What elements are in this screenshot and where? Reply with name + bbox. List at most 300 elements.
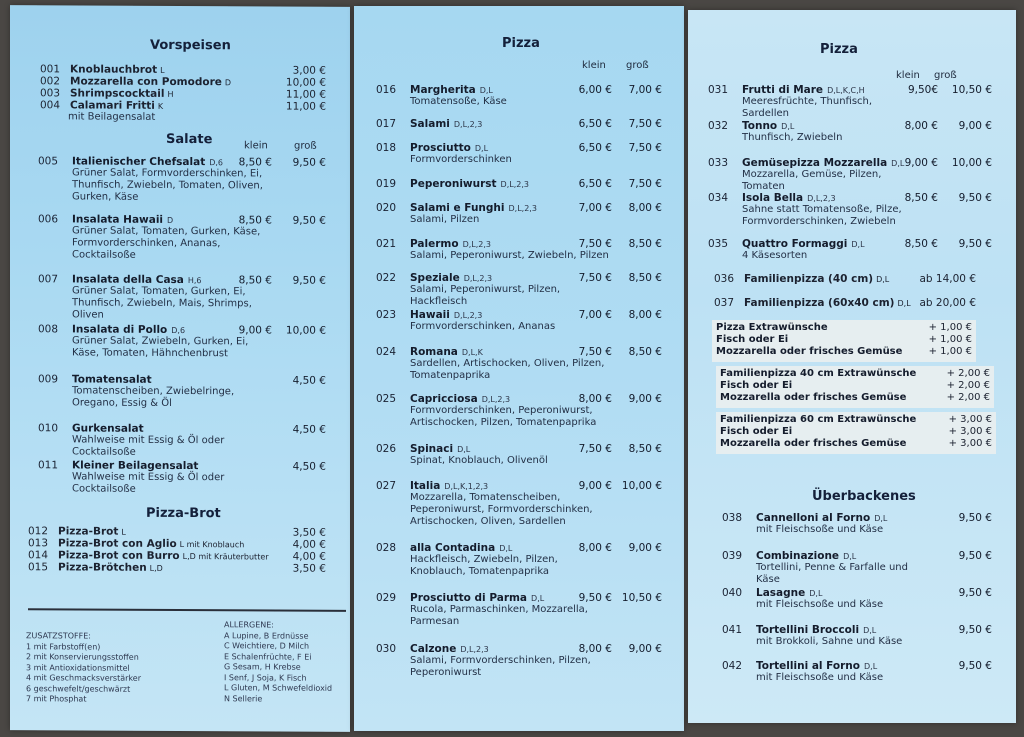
additive-line: 7 mit Phosphat (26, 694, 87, 704)
price-gross: 9,00 € (628, 542, 662, 554)
header-klein: klein (582, 60, 606, 71)
item-description: Spinat, Knoblauch, Olivenöl (410, 455, 548, 466)
additive-line: 6 geschwefelt/geschwärzt (26, 683, 131, 694)
item-description: Grüner Salat, Tomaten, Gurken, Käse, Formvorderschinken, Ananas, Cocktailsoße (72, 225, 261, 261)
item-number: 004 (40, 99, 61, 112)
allergen-codes: D,L (474, 144, 489, 153)
menu-item (376, 202, 664, 225)
item-description: Tomatensoße, Käse (410, 96, 507, 107)
item-number: 009 (38, 373, 59, 386)
item-name: alla Contadina D,L (410, 542, 513, 554)
menu-item (708, 192, 998, 227)
menu-item (376, 118, 664, 132)
divider (28, 608, 346, 612)
allergen-line: E Schalenfrüchte, F Ei (224, 651, 312, 662)
price-gross: 7,50 € (628, 178, 662, 190)
menu-item (38, 373, 328, 409)
menu-panel-left (10, 5, 350, 732)
section-title-pizza-2: Pizza (820, 42, 858, 57)
allergen-codes: D,6 (171, 325, 186, 336)
menu-item (376, 309, 664, 332)
section-title-ueberbackenes: Überbackenes (812, 489, 916, 504)
menu-item (376, 393, 664, 428)
item-price: 4,00 € (292, 538, 326, 551)
item-price: 10,00 € (285, 76, 326, 89)
item-name: Combinazione D,L (756, 550, 857, 562)
price-klein: 8,00 € (578, 643, 612, 655)
item-description: Formvorderschinken (410, 154, 512, 165)
extra-price: + 1,00 € (928, 334, 972, 345)
allergen-codes: D,L,2,3 (463, 274, 493, 283)
item-number: 017 (376, 118, 397, 130)
item-number: 006 (38, 213, 59, 226)
item-number: 031 (708, 84, 729, 96)
item-number: 035 (708, 238, 729, 250)
item-number: 026 (376, 443, 397, 455)
item-name: Pizza-Brot con Burro (58, 549, 180, 562)
price-gross: 10,00 € (285, 324, 326, 337)
item-number: 008 (38, 323, 59, 336)
item-number: 025 (376, 393, 397, 405)
allergene-title: ALLERGENE: (224, 620, 274, 630)
item-description: Thunfisch, Zwiebeln (742, 132, 843, 143)
price-gross: 4,50 € (292, 460, 326, 473)
item-price: 11,00 € (285, 88, 326, 101)
price-klein: 9,50€ (907, 84, 938, 96)
item-price: 3,50 € (292, 526, 326, 539)
allergen-codes: D,L,K,1,2,3 (444, 482, 489, 491)
item-name: Capricciosa D,L,2,3 (410, 393, 511, 405)
item-name: Prosciutto D,L (410, 142, 489, 154)
price-klein: 8,50 € (904, 192, 938, 204)
allergen-codes: D,L,K (461, 348, 483, 357)
allergen-codes: H (167, 89, 174, 99)
price-klein: 7,50 € (578, 346, 612, 358)
item-number: 013 (28, 537, 49, 550)
price-gross: 8,50 € (628, 443, 662, 455)
item-name: Insalata di Pollo D,6 (72, 323, 186, 336)
header-gross: groß (626, 60, 649, 71)
item-number: 015 (28, 561, 49, 574)
menu-item (376, 480, 664, 527)
item-number: 001 (40, 63, 61, 76)
extra-price: + 1,00 € (928, 346, 972, 357)
price-klein: 7,00 € (578, 202, 612, 214)
item-name: Gurkensalat (72, 422, 144, 435)
item-name: Margherita D,L (410, 84, 493, 96)
menu-item (376, 84, 664, 107)
allergen-line: L Gluten, M Schwefeldioxid (224, 683, 333, 693)
menu-item (708, 238, 998, 261)
extra-label: Mozzarella oder frisches Gemüse (716, 346, 903, 357)
item-name: Romana D,L,K (410, 346, 483, 358)
item-description: Wahlweise mit Essig & Öl oder Cocktailsoße (72, 471, 225, 495)
item-price: 11,00 € (285, 100, 326, 113)
item-number: 014 (28, 549, 49, 562)
section-title-salate: Salate (166, 131, 213, 148)
allergen-codes: D,6 (209, 158, 224, 168)
item-price: 9,50 € (958, 660, 992, 672)
item-description: mit Fleischsoße und Käse (756, 599, 884, 610)
item-description: Sardellen, Artischocken, Oliven, Pilzen, Tomatenpaprika (410, 358, 605, 381)
item-number: 007 (38, 273, 59, 286)
menu-item (722, 512, 994, 535)
price-klein: 9,50 € (578, 592, 612, 604)
item-number: 038 (722, 512, 743, 524)
allergen-codes: D,L (874, 514, 888, 523)
item-name: Tortellini al Forno D,L (756, 660, 878, 672)
item-description: Salami, Formvorderschinken, Pilzen, Peperoniwurst (410, 655, 591, 678)
menu-item (38, 459, 328, 495)
item-number: 037 (714, 297, 735, 309)
allergen-codes: L mit Knoblauch (179, 539, 245, 550)
header-klein: klein (896, 70, 920, 81)
item-name: Kleiner Beilagensalat (72, 459, 199, 473)
price-klein: 9,00 € (904, 157, 938, 169)
item-description: Salami, Pilzen (410, 214, 480, 225)
item-number: 030 (376, 643, 397, 655)
extra-label: Fisch oder Ei (716, 334, 789, 345)
menu-item (376, 238, 664, 261)
allergen-codes: D,L (457, 445, 471, 454)
price-gross: 10,50 € (621, 592, 662, 604)
price-gross: 7,00 € (628, 84, 662, 96)
menu-item (722, 624, 994, 647)
item-number: 041 (722, 624, 743, 636)
allergen-codes: D (224, 78, 232, 88)
item-price: ab 20,00 € (919, 297, 976, 309)
item-name: Frutti di Mare D,L,K,C,H (742, 84, 865, 96)
extra-price: + 3,00 € (948, 414, 992, 425)
item-name: Calzone D,L,2,3 (410, 643, 489, 655)
item-name: Palermo D,L,2,3 (410, 238, 491, 250)
allergen-line: G Sesam, H Krebse (224, 662, 301, 672)
item-price: 4,00 € (292, 550, 326, 563)
item-name: Isola Bella D,L,2,3 (742, 192, 836, 204)
allergen-codes: D,L,2,3 (481, 395, 511, 404)
item-name: Insalata della Casa H,6 (72, 273, 202, 287)
item-description: Tortellini, Penne & Farfalle und Käse (756, 562, 908, 585)
allergen-line: I Senf, J Soja, K Fisch (224, 672, 307, 683)
allergen-codes: D,L (851, 240, 865, 249)
extra-label: Mozzarella oder frisches Gemüse (720, 392, 907, 403)
item-name: Insalata Hawaii D (72, 213, 174, 226)
price-gross: 8,50 € (628, 272, 662, 284)
item-number: 040 (722, 587, 743, 599)
menu-item (708, 157, 998, 192)
item-description: mit Brokkoli, Sahne und Käse (756, 636, 903, 647)
allergen-codes: D,L (479, 86, 493, 95)
item-number: 023 (376, 309, 397, 321)
allergen-codes: L (160, 65, 165, 75)
menu-item (376, 592, 664, 627)
price-klein: 7,50 € (578, 272, 612, 284)
allergen-codes: D,L (499, 544, 513, 553)
item-price: 9,50 € (958, 624, 992, 636)
allergen-codes: D,L (843, 552, 857, 561)
item-number: 042 (722, 660, 743, 672)
menu-item (376, 272, 664, 307)
allergen-codes: D,L,2,3 (460, 645, 489, 654)
price-gross: 4,50 € (292, 423, 326, 436)
item-number: 022 (376, 272, 397, 284)
price-klein: 8,50 € (238, 214, 272, 227)
allergen-codes: D (167, 215, 174, 225)
extra-price: + 3,00 € (948, 426, 992, 437)
allergen-codes: L (121, 527, 126, 537)
item-price: 9,50 € (958, 550, 992, 562)
extra-label: Pizza Extrawünsche (716, 322, 828, 333)
item-name: Tonno D,L (742, 120, 795, 132)
item-number: 034 (708, 192, 729, 204)
item-number: 002 (40, 75, 61, 88)
price-klein: 9,00 € (578, 480, 612, 492)
item-price: 9,50 € (958, 587, 992, 599)
price-gross: 9,50 € (292, 274, 326, 287)
item-description: Sahne statt Tomatensoße, Pilze, Formvorderschinken, Zwiebeln (742, 204, 902, 227)
price-klein: 6,50 € (578, 142, 612, 154)
item-name: Quattro Formaggi D,L (742, 238, 865, 250)
item-name: Gemüsepizza Mozzarella D,L (742, 157, 905, 169)
price-klein: 8,50 € (238, 274, 272, 287)
item-price: ab 14,00 € (919, 273, 976, 285)
additive-line: 1 mit Farbstoff(en) (26, 641, 101, 652)
menu-item (38, 422, 328, 458)
allergen-codes: D,L,K,C,H (827, 86, 865, 95)
allergen-codes: D,L,2,3 (508, 204, 537, 213)
section-title-pizzabrot: Pizza-Brot (146, 505, 221, 522)
item-name: Shrimpscocktail (70, 87, 165, 100)
item-description: Mozzarella, Gemüse, Pilzen, Tomaten (742, 169, 882, 192)
item-description: Wahlweise mit Essig & Öl oder Cocktailsoße (72, 434, 225, 458)
allergen-codes: D,L,2,3 (453, 311, 483, 320)
item-name: Cannelloni al Forno D,L (756, 512, 888, 524)
item-number: 039 (722, 550, 743, 562)
item-name: Pizza-Brot con Aglio (58, 537, 177, 550)
item-number: 028 (376, 542, 397, 554)
item-description: mit Fleischsoße und Käse (756, 524, 884, 535)
item-description: mit Beilagensalat (68, 111, 156, 123)
item-number: 010 (38, 422, 59, 435)
menu-item (714, 273, 976, 287)
allergen-codes: D,L (531, 594, 545, 603)
price-klein: 8,00 € (904, 120, 938, 132)
item-name: Lasagne D,L (756, 587, 823, 599)
item-name: Pizza-Brot (58, 525, 119, 538)
allergen-codes: D,L,2,3 (453, 120, 483, 129)
allergen-codes: L,D (149, 563, 163, 573)
menu-item (38, 323, 328, 360)
item-description: Tomatenscheiben, Zwiebelringe, Oregano, Essig & Öl (72, 385, 235, 409)
zusatzstoffe-title: ZUSATZSTOFFE: (26, 631, 91, 641)
item-description: 4 Käsesorten (742, 250, 808, 261)
menu-item (28, 561, 326, 576)
item-description: Salami, Peperoniwurst, Zwiebeln, Pilzen (410, 250, 609, 261)
item-name: Speziale D,L,2,3 (410, 272, 493, 284)
item-name: Tortellini Broccoli D,L (756, 624, 877, 636)
item-name: Spinaci D,L (410, 443, 471, 455)
price-gross: 8,00 € (628, 309, 662, 321)
menu-item (722, 587, 994, 610)
price-gross: 9,00 € (628, 643, 662, 655)
item-description: Rucola, Parmaschinken, Mozzarella, Parmesan (410, 604, 588, 627)
item-description: mit Fleischsoße und Käse (756, 672, 884, 683)
item-name: Calamari Fritti (70, 99, 155, 112)
allergen-codes: K (157, 101, 164, 111)
item-number: 019 (376, 178, 397, 190)
extra-price: + 3,00 € (948, 438, 992, 449)
menu-item (722, 660, 994, 683)
price-klein: 6,50 € (578, 118, 612, 130)
menu-item (722, 550, 994, 585)
menu-item (708, 84, 998, 119)
menu-item (376, 142, 664, 165)
allergen-line: A Lupine, B Erdnüsse (224, 630, 309, 641)
extra-price: + 2,00 € (946, 392, 990, 403)
allergen-codes: H,6 (187, 276, 202, 286)
item-description: Formvorderschinken, Ananas (410, 321, 556, 332)
menu-item (376, 178, 664, 192)
extras-box (716, 366, 994, 408)
item-number: 012 (28, 525, 49, 538)
price-gross: 10,00 € (951, 157, 992, 169)
allergen-codes: D,L (781, 122, 795, 131)
item-number: 018 (376, 142, 397, 154)
allergen-codes: D,L (809, 589, 823, 598)
price-klein: 6,00 € (578, 84, 612, 96)
price-gross: 7,50 € (628, 142, 662, 154)
price-klein: 7,00 € (578, 309, 612, 321)
additive-line: 3 mit Antioxidationsmittel (26, 662, 130, 673)
item-description: Salami, Peperoniwurst, Pilzen, Hackfleisch (410, 284, 561, 307)
item-name: Familienpizza (40 cm) (744, 273, 874, 285)
section-title-pizza: Pizza (502, 36, 540, 51)
allergen-codes: D,L,2,3 (807, 194, 836, 203)
price-gross: 10,00 € (621, 480, 662, 492)
item-name: Mozzarella con Pomodore (70, 75, 222, 89)
item-description: Mozzarella, Tomatenscheiben, Peperoniwurst, Formvorderschinken, Artischocken, Oliven, Sardellen (410, 492, 593, 527)
price-gross: 8,00 € (628, 202, 662, 214)
extra-label: Familienpizza 40 cm Extrawünsche (720, 368, 917, 379)
header-klein: klein (244, 140, 268, 152)
item-price: 9,50 € (958, 512, 992, 524)
menu-item (38, 213, 328, 261)
item-name: Hawaii D,L,2,3 (410, 309, 483, 321)
item-name: Prosciutto di Parma D,L (410, 592, 545, 604)
price-gross: 10,50 € (951, 84, 992, 96)
price-klein: 6,50 € (578, 178, 612, 190)
allergen-codes: D,L,2,3 (462, 240, 491, 249)
extra-price: + 2,00 € (946, 380, 990, 391)
item-description: Hackfleisch, Zwiebeln, Pilzen, Knoblauch, Tomatenpaprika (410, 554, 558, 577)
extras-box (712, 320, 976, 362)
item-number: 021 (376, 238, 397, 250)
price-gross: 9,50 € (958, 192, 992, 204)
allergen-codes: L,D mit Kräuterbutter (182, 552, 269, 562)
price-klein: 7,50 € (578, 238, 612, 250)
extra-label: Fisch oder Ei (720, 426, 793, 437)
item-description: Grüner Salat, Zwiebeln, Gurken, Ei, Käse, Tomaten, Hähnchenbrust (72, 335, 249, 360)
item-number: 016 (376, 84, 397, 96)
price-gross: 9,50 € (292, 156, 326, 169)
menu-item (38, 273, 328, 321)
item-number: 032 (708, 120, 729, 132)
extra-label: Fisch oder Ei (720, 380, 793, 391)
item-number: 027 (376, 480, 397, 492)
item-name: Familienpizza (60x40 cm) (744, 297, 895, 309)
menu-item (38, 155, 328, 203)
item-description: Formvorderschinken, Peperoniwurst, Artischocken, Pilzen, Tomatenpaprika (410, 405, 597, 428)
allergen-codes: D,L (891, 159, 905, 168)
item-number: 033 (708, 157, 729, 169)
extra-price: + 2,00 € (946, 368, 990, 379)
item-number: 036 (714, 273, 735, 285)
menu-panel-right (688, 10, 1016, 723)
price-gross: 9,00 € (628, 393, 662, 405)
allergen-line: N Sellerie (224, 693, 263, 703)
item-number: 005 (38, 155, 59, 168)
allergene-block (224, 620, 332, 705)
item-name: Tomatensalat (72, 373, 152, 386)
item-number: 029 (376, 592, 397, 604)
price-klein: 8,50 € (904, 238, 938, 250)
item-description: Grüner Salat, Formvorderschinken, Ei, Thunfisch, Zwiebeln, Tomaten, Oliven, Gurken, Käse (72, 167, 263, 203)
menu-panel-middle (354, 6, 684, 731)
item-name: Pizza-Brötchen (58, 561, 147, 574)
price-klein: 7,50 € (578, 443, 612, 455)
price-klein: 8,00 € (578, 393, 612, 405)
item-price: 3,00 € (292, 64, 326, 77)
header-gross: groß (934, 70, 957, 81)
price-gross: 9,50 € (958, 238, 992, 250)
price-gross: 4,50 € (292, 374, 326, 387)
price-gross: 9,00 € (958, 120, 992, 132)
additive-line: 2 mit Konservierungsstoffen (26, 652, 139, 662)
price-gross: 8,50 € (628, 238, 662, 250)
extra-price: + 1,00 € (928, 322, 972, 333)
item-number: 003 (40, 87, 61, 100)
item-number: 011 (38, 459, 59, 472)
item-description: Grüner Salat, Tomaten, Gurken, Ei, Thunfisch, Zwiebeln, Mais, Shrimps, Oliven (72, 285, 252, 321)
section-title-vorspeisen: Vorspeisen (150, 37, 231, 54)
menu-item (708, 120, 998, 143)
header-gross: groß (294, 140, 317, 152)
item-name: Salami e Funghi D,L,2,3 (410, 202, 537, 214)
item-name: Knoblauchbrot (70, 63, 158, 76)
allergen-codes: D,L (863, 626, 877, 635)
menu-item (376, 346, 664, 381)
item-number: 024 (376, 346, 397, 358)
extra-label: Familienpizza 60 cm Extrawünsche (720, 414, 917, 425)
item-description: Meeresfrüchte, Thunfisch, Sardellen (742, 96, 873, 119)
menu-item (376, 443, 664, 466)
price-gross: 9,50 € (292, 214, 326, 227)
price-gross: 7,50 € (628, 118, 662, 130)
allergen-codes: D,L (864, 662, 878, 671)
allergen-codes: D,L,2,3 (500, 180, 529, 189)
menu-item (714, 297, 976, 311)
price-klein: 9,00 € (238, 324, 272, 337)
item-name: Peperoniwurst D,L,2,3 (410, 178, 529, 190)
additive-line: 4 mit Geschmacksverstärker (26, 673, 141, 683)
zusatzstoffe-block (26, 631, 141, 705)
price-gross: 8,50 € (628, 346, 662, 358)
allergen-line: C Weichtiere, D Milch (224, 641, 310, 651)
item-number: 020 (376, 202, 397, 214)
item-name: Salami D,L,2,3 (410, 118, 483, 130)
price-klein: 8,00 € (578, 542, 612, 554)
extra-label: Mozzarella oder frisches Gemüse (720, 438, 907, 449)
